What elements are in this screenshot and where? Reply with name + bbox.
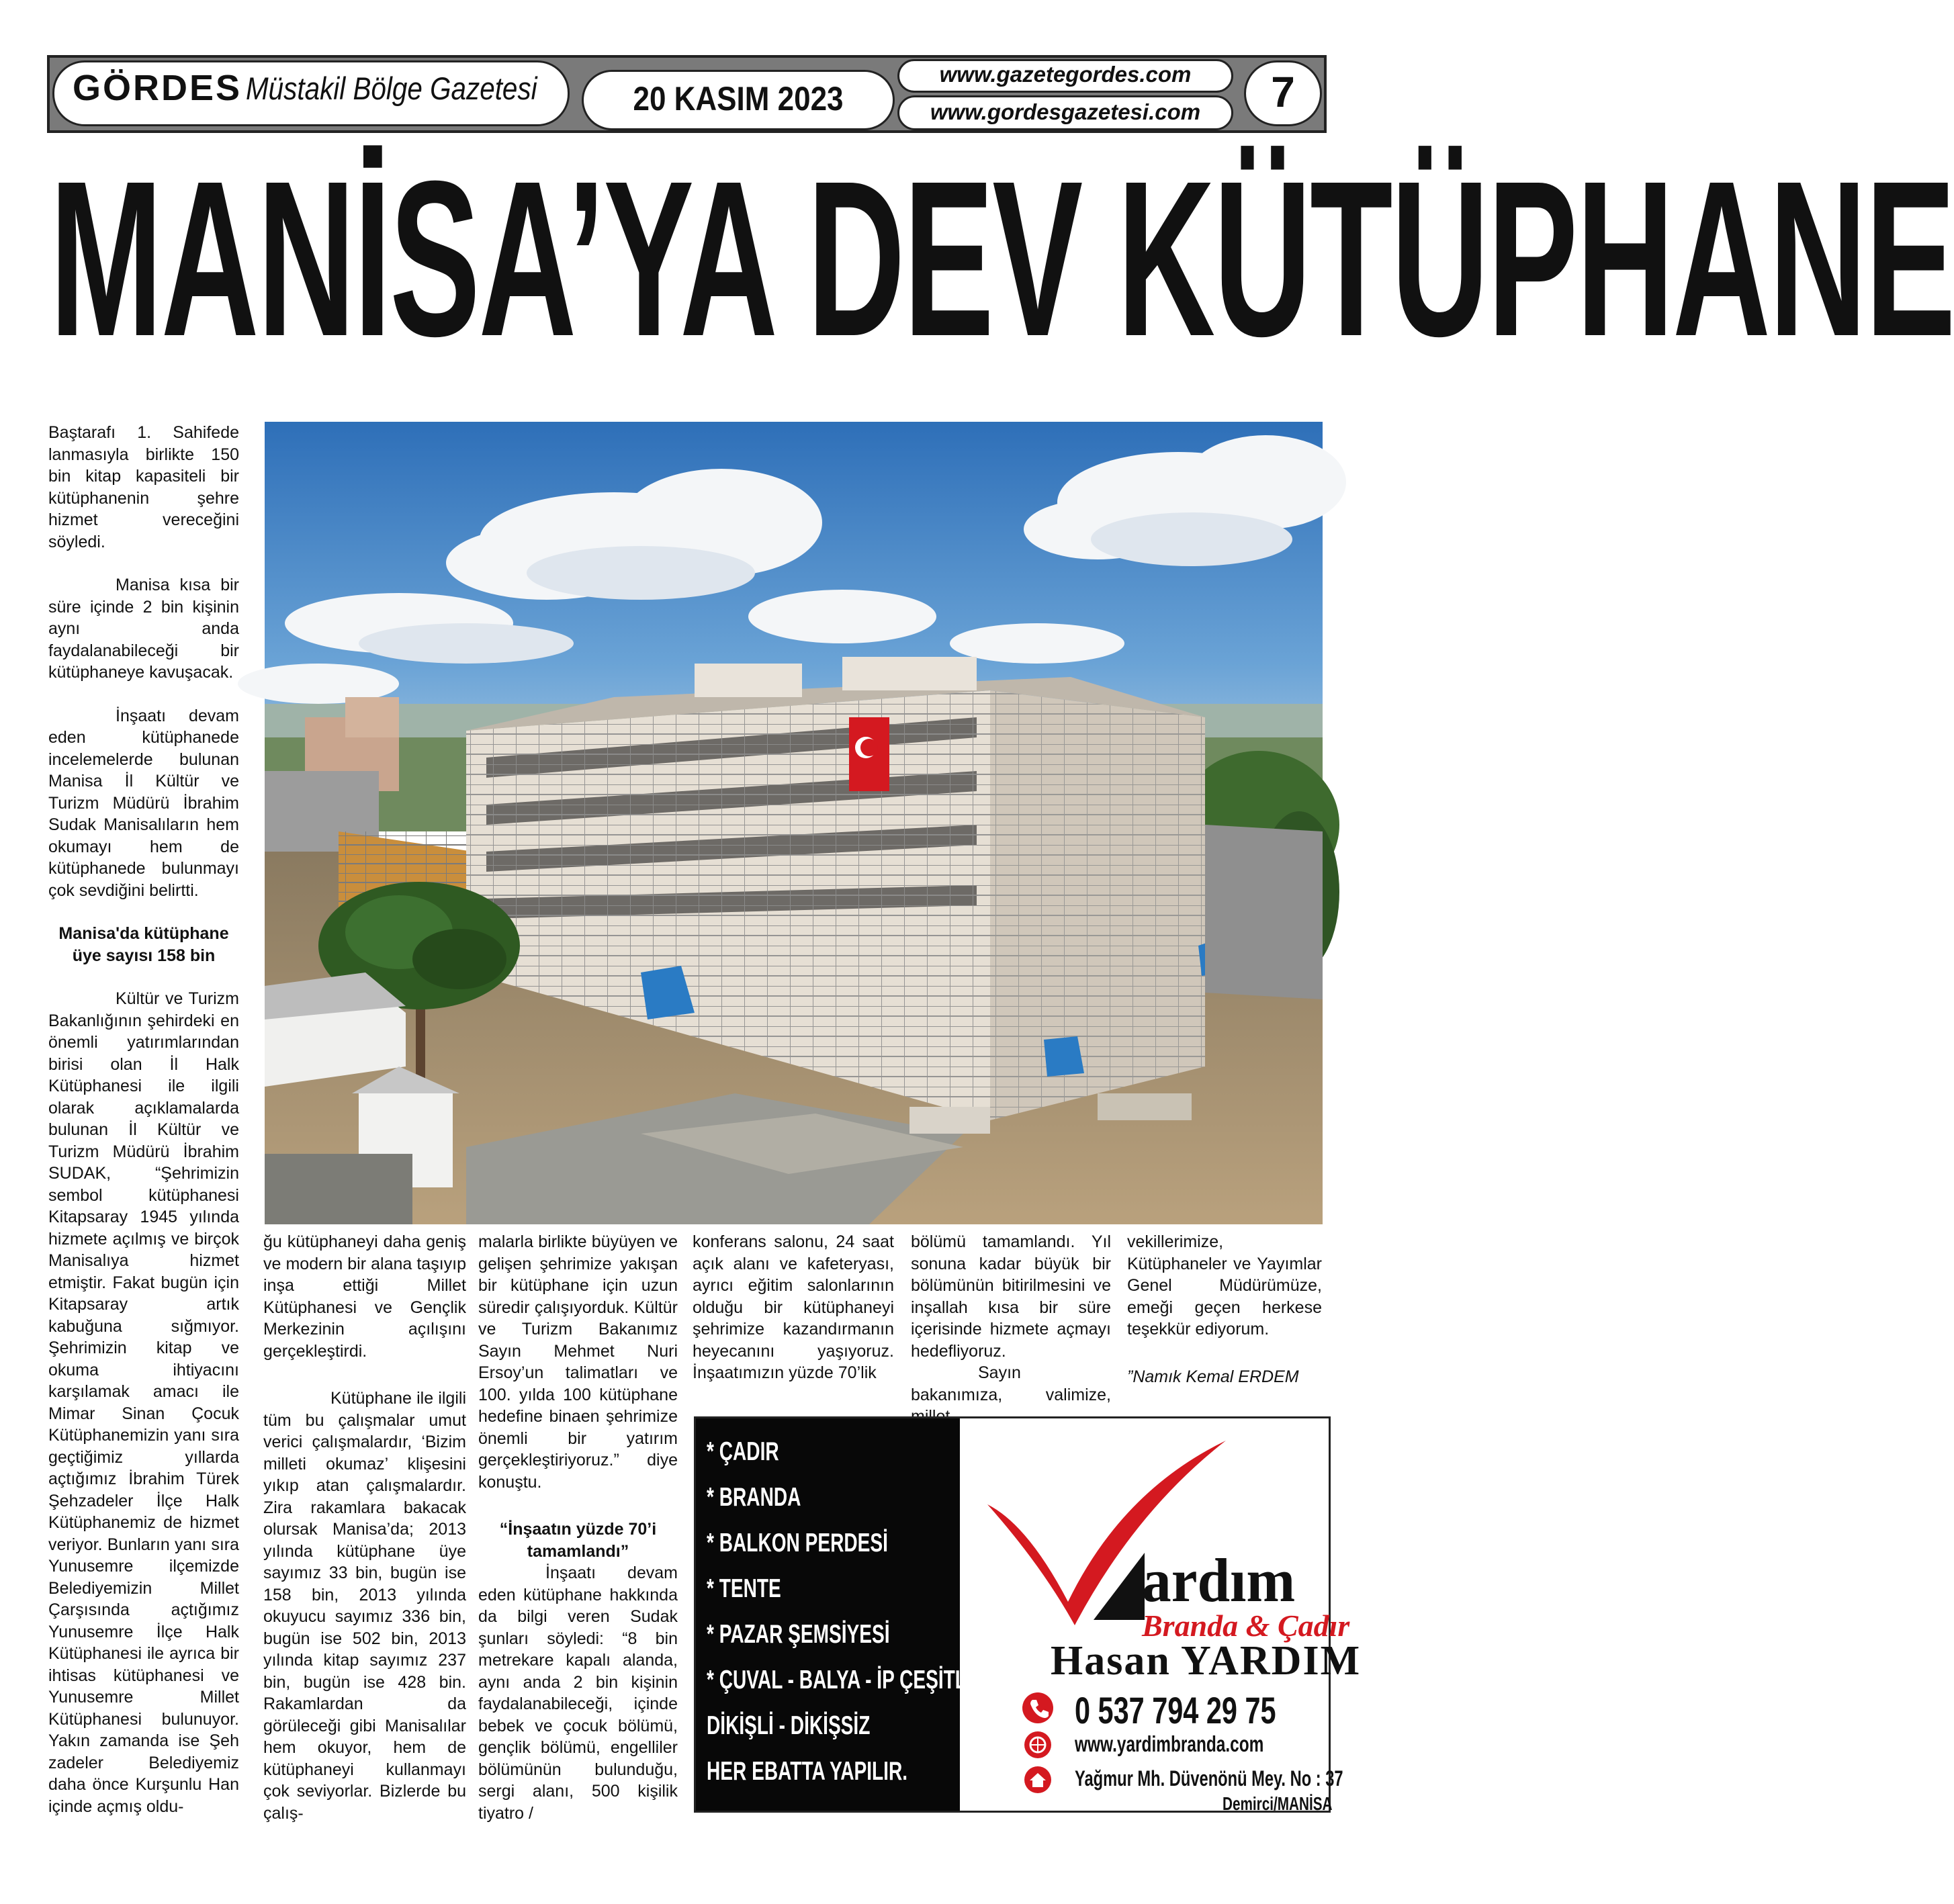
ad-address-line-2: Demirci/MANİSA bbox=[1223, 1793, 1333, 1814]
ad-brand-subtitle: Branda & Çadır bbox=[1142, 1608, 1350, 1643]
article-paragraph: malarla birlikte büyüyen ve gelişen şehrimize yakışan bir kütüphane için uzun süredir çalışıyorduk. Kültür ve Turizm Bakanımız Sayın Mehmet Nuri Ersoy’un talimatları ve 100. yılda 100 kütüphane hedefine binaen şehrimize önemli bir yatırım gerçekleştiriyoruz.” diye konuştu. bbox=[478, 1232, 678, 1492]
article-paragraph: vekillerimize, Kütüphaneler ve Yayımlar Genel Müdürümüze, emeği geçen herkese teşekkür ediyorum. bbox=[1127, 1232, 1322, 1339]
article-paragraph: Baştarafı 1. Sahifede lanmasıyla birlikte 150 bin kitap kapasiteli bir kütüphanenin şehre hizmet vereceğini söyledi. bbox=[48, 423, 239, 551]
page-number: 7 bbox=[1271, 68, 1295, 116]
article-paragraph: Kültür ve Turizm Bakanlığının şehirdeki en önemli yatırımlarından birisi olan İl Halk Kütüphanesi ile ilgili olarak açıklamalarda bulunan İl Kültür ve Turizm Müdürü İbrahim SUDAK, “Şehrimizin sembol kütüphanesi Kitapsaray 1945 yılında hizmete açılmış ve birçok Manisalıya hizmet etmiştir. Fakat bugün için Kitapsaray artık kabuğuna sığmıyor. Şehrimizin kitap ve okuma ihtiyacını karşılamak amacı ile Mimar Sinan Çocuk Kütüphanemizin yanı sıra geçtiğimiz yıllarda açtığımız İbrahim Türek Şehzadeler İlçe Halk Kütüphanemiz de hizmet veriyor. Bunların yanı sıra Yunusemre ilçemizde Belediyemizin Millet Çarşısında açtığımız Yunusemre İlçe Halk Kütüphanesi ile ayrıca bir ihtisas kütüphanesi ve Yunusemre Millet Kütüphanesi bulunuyor. Yakın zamanda ise Şeh zadeler Belediyemiz daha önce Kurşunlu Han içinde açmış oldu- bbox=[48, 989, 239, 1816]
article-subheading: “İnşaatın yüzde 70’i tamamlandı” bbox=[499, 1520, 657, 1561]
headline bbox=[50, 134, 1954, 382]
article-paragraph: Sayın bakanımıza, valimize, bbox=[911, 1363, 1111, 1404]
ad-logo-y-icon bbox=[1094, 1553, 1145, 1620]
website-link-2[interactable]: www.gordesgazetesi.com bbox=[930, 99, 1201, 124]
newspaper-slogan: Müstakil Bölge Gazetesi bbox=[246, 71, 537, 106]
article-column-3 bbox=[478, 1231, 678, 1824]
phone-icon bbox=[1022, 1692, 1053, 1723]
article-paragraph: ğu kütüphaneyi daha geniş ve modern bir alana taşıyıp inşa ettiği Millet Kütüphanesi ve Gençlik Merkezinin açılışını gerçekleştirdi. bbox=[263, 1232, 466, 1361]
ad-services-panel bbox=[696, 1418, 960, 1811]
ad-service-item: * PAZAR ŞEMSİYESİ bbox=[707, 1620, 890, 1649]
issue-date: 20 KASIM 2023 bbox=[633, 80, 844, 118]
article-column-1 bbox=[48, 422, 239, 1817]
ad-website[interactable]: www.yardimbranda.com bbox=[1075, 1731, 1264, 1756]
newspaper-name: GÖRDES bbox=[73, 68, 242, 108]
ad-service-item: * ÇUVAL - BALYA - İP ÇEŞİTLERİ bbox=[707, 1666, 998, 1694]
website-link-1[interactable]: www.gazetegordes.com bbox=[939, 62, 1192, 87]
ad-address-line-1: Yağmur Mh. Düvenönü Mey. No : 37 bbox=[1075, 1766, 1343, 1790]
article-paragraph: konferans salonu, 24 saat açık alanı ve kafeteryası, ayrıcı eğitim salonlarının olduğu bir kütüphaneyi şehrimize kazandırmanın heyecanını yaşıyoruz. İnşaatımızın yüzde 70’lik bbox=[693, 1232, 894, 1382]
ad-brand-name: ardım bbox=[1142, 1546, 1296, 1615]
article-paragraph: Kütüphane ile ilgili tüm bu çalışmalar umut verici çalışmalardır, ‘Bizim milleti okumaz’ klişesini yıkıp atan çalışmalardır. Zira rakamlara bakacak olursak Manisa’da; 2013 yılında kütüphane üye sayımız 33 bin, bugün ise 158 bin, 2013 yılında okuyucu sayımız 336 bin, bugün ise 502 bin, 2013 yılında kitap sayımız 237 bin, bugün ise 428 bin. Rakamlardan da görüleceği gibi Manisalılar hem okuyor, hem de kütüphaneyi kullanmayı çok seviyorlar. Bizlerde bu çalış- bbox=[263, 1389, 466, 1823]
article-paragraph: İnşaatı devam eden kütüphanede incelemelerde bulunan Manisa İl Kültür ve Turizm Müdürü İbrahim Sudak Manisalıların hem okumayı hem de kütüphanede bulunmayı çok sevdiğini belirtti. bbox=[48, 706, 239, 900]
article-column-4 bbox=[693, 1231, 894, 1384]
home-icon bbox=[1024, 1766, 1051, 1793]
article-column-5 bbox=[911, 1231, 1111, 1428]
headline-text: MANİSA’YA DEV KÜTÜPHANE bbox=[50, 134, 1954, 382]
ad-owner-name: Hasan YARDIM bbox=[1051, 1638, 1362, 1684]
article-column-2 bbox=[263, 1231, 466, 1824]
ad-service-item: * TENTE bbox=[707, 1574, 781, 1603]
article-subheading: Manisa'da kütüphane üye sayısı 158 bin bbox=[58, 924, 229, 965]
ad-service-item: HER EBATTA YAPILIR. bbox=[707, 1757, 908, 1786]
article-paragraph: bölümü tamamlandı. Yıl sonuna kadar büyük bir bölümünün bitirilmesini ve inşallah kısa bir süre içerisinde hizmete açmayı hedefliyoruz. bbox=[911, 1232, 1111, 1361]
ad-service-item: * BRANDA bbox=[707, 1483, 801, 1512]
ad-phone-number[interactable]: 0 537 794 29 75 bbox=[1075, 1689, 1276, 1731]
ad-service-item: * BALKON PERDESİ bbox=[707, 1529, 888, 1557]
ad-service-item: DİKİŞLİ - DİKİŞSİZ bbox=[707, 1711, 871, 1740]
globe-icon bbox=[1024, 1731, 1051, 1758]
library-construction-photo bbox=[265, 422, 1323, 1224]
ad-service-item: * ÇADIR bbox=[707, 1437, 779, 1466]
article-paragraph: İnşaatı devam eden kütüphane hakkında da bilgi veren Sudak şunları söyledi: “8 bin metrekare kapalı alanda, aynı anda 2 bin kişinin faydalanabileceği, içinde bebek ve çocuk bölümü, gençlik bölümü, engelliler bölümünün bulunduğu, sergi alanı, 500 kişilik tiyatro / bbox=[478, 1563, 678, 1823]
article-paragraph: Manisa kısa bir süre içinde 2 bin kişinin aynı anda faydalanabileceği bir kütüphaneye kavuşacak. bbox=[48, 576, 239, 682]
author-signature: ”Namık Kemal ERDEM bbox=[1127, 1367, 1299, 1386]
article-column-6 bbox=[1127, 1231, 1322, 1388]
